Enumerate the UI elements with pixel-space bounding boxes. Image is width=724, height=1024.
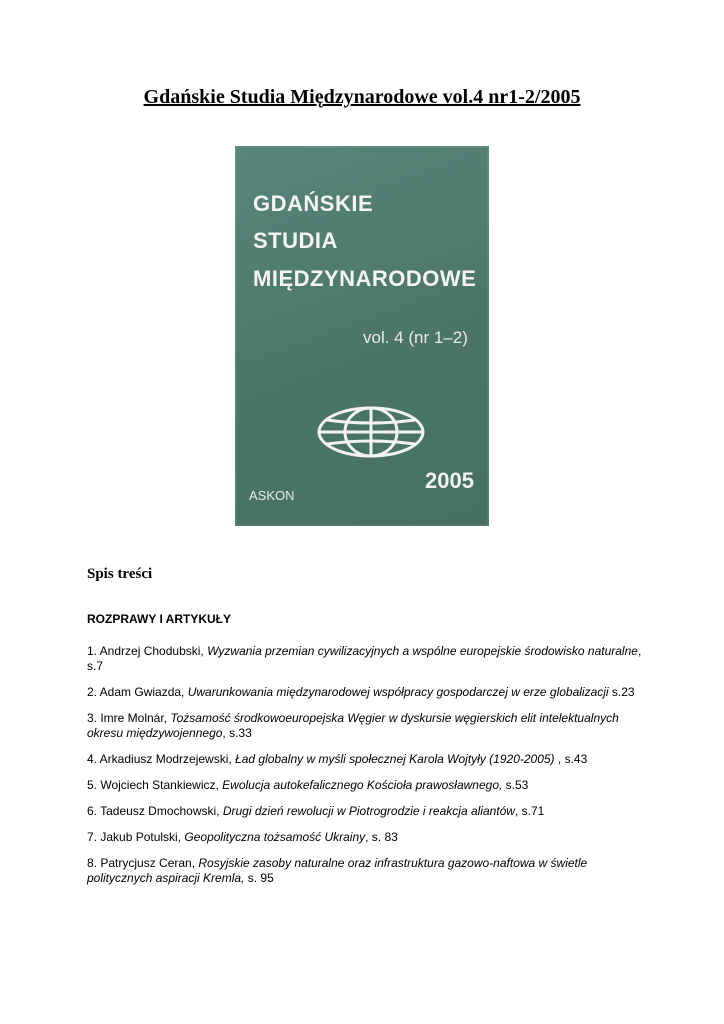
entry-title: Geopolityczna tożsamość Ukrainy (184, 830, 366, 844)
cover-publisher: ASKON (249, 488, 295, 503)
globe-icon (315, 404, 427, 460)
entry-page: s. 95 (244, 871, 274, 885)
cover-title-line-3: MIĘDZYNARODOWE (253, 266, 477, 291)
entry-title: Tożsamość środkowoeuropejska Węgier w dyskursie węgierskich elit intelektualnych okresu międzywojennego (87, 711, 619, 740)
toc-list (87, 644, 647, 897)
entry-title: Ład globalny w myśli społecznej Karola Wojtyły (1920-2005) (235, 752, 555, 766)
entry-page: , s. 83 (365, 830, 398, 844)
entry-page: , s.7 (87, 644, 642, 673)
toc-entry (87, 685, 647, 700)
toc-heading: Spis treści (87, 566, 153, 582)
entry-title: Drugi dzień rewolucji w Piotrogrodzie i reakcja aliantów (222, 804, 515, 818)
entry-author: 1. Andrzej Chodubski, (87, 644, 208, 658)
toc-entry (87, 830, 647, 845)
cover-volume: vol. 4 (nr 1–2) (363, 328, 468, 347)
entry-author: 4. Arkadiusz Modrzejewski, (87, 752, 236, 766)
entry-author: 8. Patrycjusz Ceran, (87, 856, 199, 870)
entry-title: Rosyjskie zasoby naturalne oraz infrastruktura gazowo-naftowa w świetle politycznych aspiracji Kremla, (87, 856, 588, 885)
book-cover-image (235, 146, 489, 526)
cover-title-line-1: GDAŃSKIE (253, 191, 374, 216)
toc-entry (87, 804, 647, 819)
entry-author: 3. Imre Molnár, (87, 711, 171, 725)
entry-author: 6. Tadeusz Dmochowski, (87, 804, 223, 818)
toc-entry (87, 644, 647, 674)
toc-entry (87, 856, 647, 886)
toc-entry (87, 711, 647, 741)
cover-title-line-2: STUDIA (253, 228, 338, 253)
section-heading: ROZPRAWY I ARTYKUŁY (87, 612, 232, 626)
cover-year: 2005 (425, 468, 474, 493)
entry-page: s.23 (608, 685, 635, 699)
entry-author: 5. Wojciech Stankiewicz, (87, 778, 223, 792)
entry-page: s.53 (502, 778, 529, 792)
toc-entry (87, 752, 647, 767)
entry-page: , s.33 (222, 726, 252, 740)
entry-title: Uwarunkowania międzynarodowej współpracy gospodarczej w erze globalizacji (187, 685, 609, 699)
page-title: Gdańskie Studia Międzynarodowe vol.4 nr1-2/2005 (143, 86, 581, 108)
entry-author: 2. Adam Gwiazda, (87, 685, 188, 699)
entry-page: , s.71 (514, 804, 545, 818)
entry-title: Ewolucja autokefalicznego Kościoła prawosławnego, (222, 778, 503, 792)
entry-page: , s.43 (554, 752, 588, 766)
entry-title: Wyzwania przemian cywilizacyjnych a wspólne europejskie środowisko naturalne (207, 644, 638, 658)
entry-author: 7. Jakub Potulski, (87, 830, 185, 844)
toc-entry (87, 778, 647, 793)
